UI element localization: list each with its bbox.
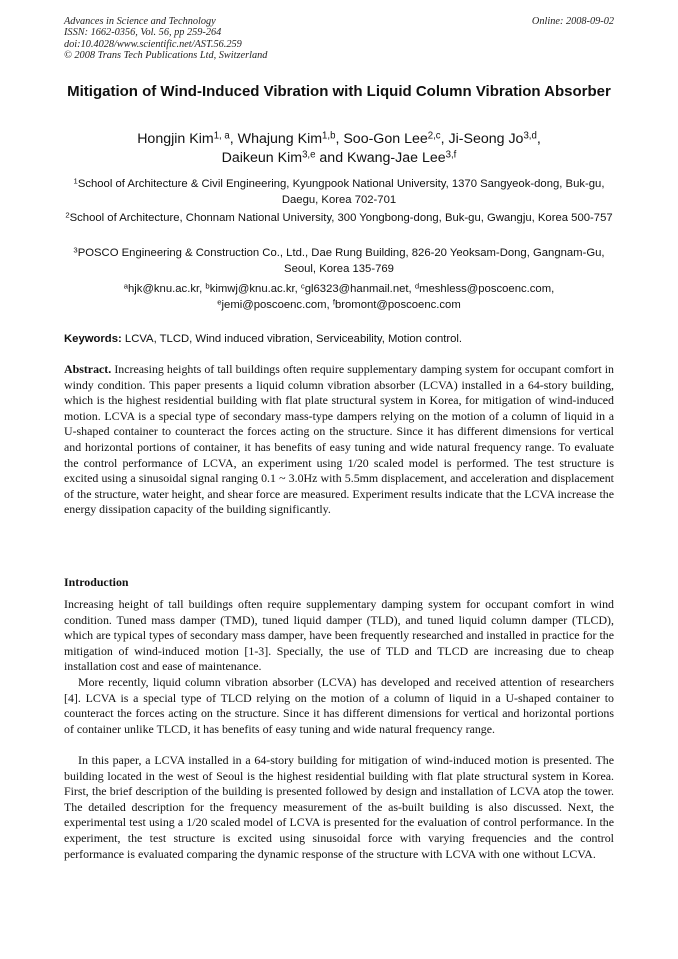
affiliation-number: 2 [65,210,70,220]
author-sup: 3,d [523,130,537,142]
affiliation-1 [64,177,614,208]
author-sup: 1,b [322,130,336,142]
journal-header [64,16,267,61]
abstract [64,362,614,518]
intro-paragraph-2: More recently, liquid column vibration absorber (LCVA) has developed and received attention of researchers [4]. LCVA is a special type of TLCD relying on the motion of a column of liquid in a U-shaped container to counteract the forces acting on the structure. Since it has different dimensions for vertical and horizontal portions of container unlike TLCD, it has benefits of easy tuning and wide natural frequency range. [64,675,614,736]
abstract-label: Abstract. [64,362,112,376]
author-name: Daikeun Kim [221,150,303,166]
affiliation-text: POSCO Engineering & Construction Co., Ltd., Dae Rung Building, 826-20 Yeoksam-Dong, Gangnam-Gu, Seoul, Korea 135-769 [77,247,605,275]
author-sup: 3,e [302,149,316,161]
email-address: hjk@knu.ac.kr, [128,283,203,295]
journal-name: Advances in Science and Technology [64,16,216,27]
keywords [64,332,614,346]
email-sup: d [414,281,420,291]
keywords-text: LCVA, TLCD, Wind induced vibration, Serviceability, Motion control. [124,333,463,345]
author-name: Ji-Seong Jo [448,131,524,147]
affiliation-number: 1 [73,176,78,186]
keywords-label: Keywords: [64,333,122,345]
author-name: Kwang-Jae Lee [347,150,446,166]
affiliation-text: School of Architecture & Civil Engineering, Kyungpook National University, 1370 Sangyeok-dong, Buk-gu, Daegu, Korea 702-701 [77,178,605,206]
doi-line: doi:10.4028/www.scientific.net/AST.56.259 [64,38,242,50]
intro-paragraph-3: In this paper, a LCVA installed in a 64-story building for mitigation of wind-induced motion is presented. The building located in the west of Seoul is the highest residential building with flat plate structural system in Korea. First, the brief description of the building is presented followed by design and installation of LCVA atop the tower. The detailed description for the frequency measurement of the as-built building is also discussed. Next, the experimental test using a 1/20 scaled model of LCVA is presented for the evaluation of control performance. In the experiment, the test structure is excited using sinusoidal force with varying frequencies and the control performance is evaluated comparing the dynamic response of the structure with LCVA with one without LCVA. [64,753,614,861]
intro-paragraph-1: Increasing height of tall buildings often require supplementary damping system for occupant comfort in wind condition. Tuned mass damper (TMD), tuned liquid damper (TLD), and tuned liquid column damper (TLCD), which are typical types of secondary mass damper, have been frequently researched and installed in practice for the mitigation of wind-induced motion [1-3]. Specially, the use of TLD and TLCD are increasing due to cheap installation cost and ease of maintenance. [64,597,614,674]
author-name: Hongjin Kim [137,131,214,147]
section-heading-introduction: Introduction [64,575,129,589]
abstract-text: Increasing heights of tall buildings often require supplementary damping system for occupant comfort in windy condition. This paper presents a liquid column vibration absorber (LCVA) installed in a 64-story building, which is the highest residential building with flat plate structural system in Korea, for mitigation of wind-induced motion. LCVA is a special type of secondary mass-type dampers relying on the motion of a column of liquid in a U-shaped container to counteract the forces acting on the structure. Since it has different dimensions for vertical and horizontal portions of container, it has benefits of easy tuning and wide natural frequency range. To evaluate the control performance of LCVA, an experiment using 1/20 scaled model is performed. The test structure is excited using a sinusoidal signal ranging 0.1 ~ 3.0Hz with 5.5mm displacement, and acceleration and displacement of the structure, water height, and shear force are measured. Experiment results indicate that the LCVA increase the energy dissipation capacity of the building significantly. [64,362,614,517]
issn-line: ISSN: 1662-0356, Vol. 56, pp 259-264 [64,27,222,39]
author-connector: and [319,150,344,166]
author-sup: 2,c [427,130,441,142]
affiliation-2 [64,211,614,227]
email-address: gl6323@hanmail.net, [304,283,412,295]
email-sup: a [123,281,128,291]
affiliation-3 [64,246,614,277]
affiliation-number: 3 [73,245,78,255]
author-sup: 1, a [213,130,230,142]
email-list [64,282,614,313]
author-sup: 3,f [445,149,457,161]
email-address: bromont@poscoenc.com [334,298,461,311]
email-sup: f [332,297,335,307]
author-name: Whajung Kim [237,131,323,147]
email-address: kimwj@knu.ac.kr, [209,283,298,295]
email-sup: c [300,281,305,291]
email-sup: e [217,297,222,307]
author-name: Soo-Gon Lee [343,131,428,147]
online-date: Online: 2008-09-02 [531,16,614,27]
author-list: Hongjin Kim$^{1, a}$, Whajung Kim$^{1,b}$, Soo-Gon Lee$^{2,c}$, Ji-Seong Jo$^{3,d}$, Daikeun Kim$^{3,e}$ and Kwang-Jae Lee$^{3,f}$ [137,130,541,166]
email-address: meshless@poscoenc.com, [419,283,555,295]
email-sup: b [205,281,210,291]
affiliation-text: School of Architecture, Chonnam National University, 300 Yongbong-dong, Buk-gu, Gwangju, Korea 500-757 [69,212,613,224]
copyright-line: © 2008 Trans Tech Publications Ltd, Switzerland [64,49,268,61]
paper-title: Mitigation of Wind-Induced Vibration with Liquid Column Vibration Absorber [67,83,611,100]
email-address: jemi@poscoenc.com, [221,298,330,311]
